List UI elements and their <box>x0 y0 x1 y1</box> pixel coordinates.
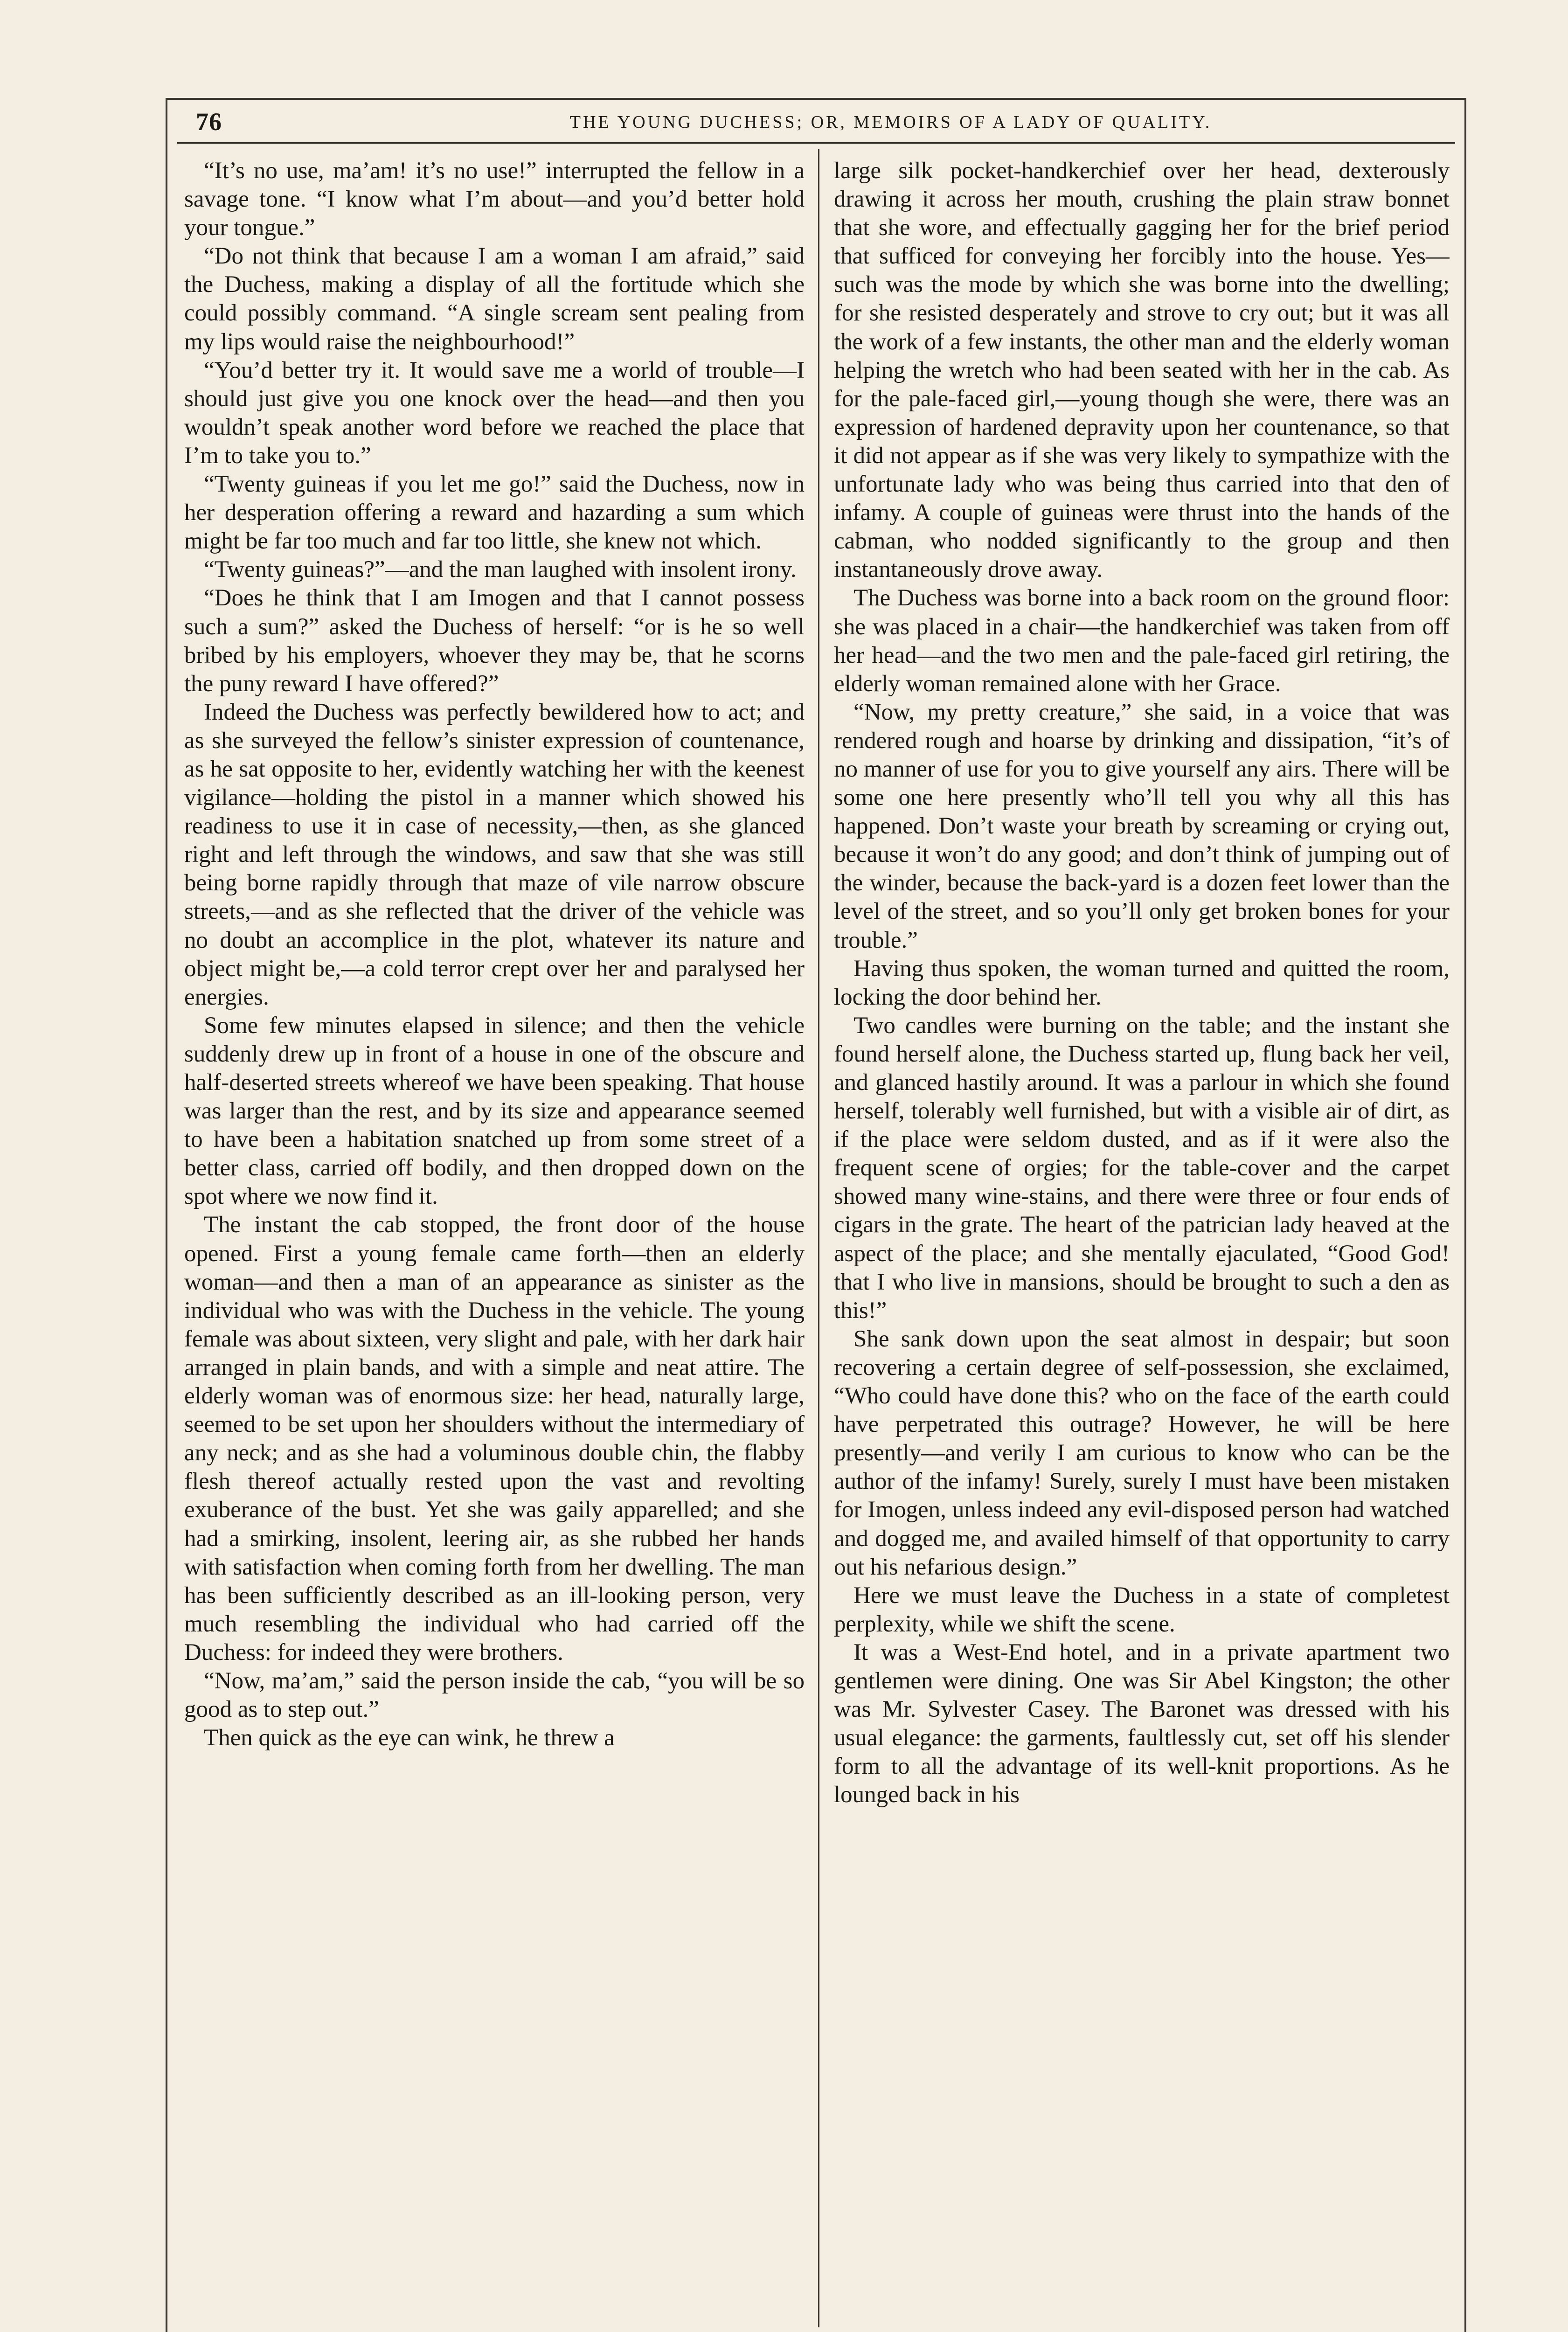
paragraph: Some few minutes elapsed in silence; and then the vehicle suddenly drew up in front of a house in one of the obscure and half-deserted streets whereof we have been speaking. That house was larger than the rest, and by its size and appearance seemed to have been a habitation snatched up from some street of a better class, carried off bodily, and then dropped down on the spot where we now find it. <box>184 1012 805 1210</box>
paragraph: “Twenty guineas if you let me go!” said the Duchess, now in her desperation offering a reward and hazarding a sum which might be far too much and far too little, she knew not which. <box>184 471 805 555</box>
running-title: THE YOUNG DUCHESS; OR, MEMOIRS OF A LADY OF QUALITY. <box>569 112 1212 132</box>
paragraph: The Duchess was borne into a back room on the ground floor: she was placed in a chair—the handkerchief was taken from off her head—and the two men and the pale-faced girl retiring, the elderly woman remained alone with her Grace. <box>834 585 1450 697</box>
paragraph: “You’d better try it. It would save me a world of trouble—I should just give you one knock over the head—and then you wouldn’t speak another word before we reached the place that I’m to take you to.” <box>184 357 805 469</box>
paragraph: large silk pocket-handkerchief over her head, dexterously drawing it across her mouth, crushing the plain straw bonnet that she wore, and effectually gagging her for the brief period that sufficed for conveying her forcibly into the house. Yes—such was the mode by which she was borne into the dwelling; for she resisted desperately and strove to cry out; but it was all the work of a few instants, the other man and the elderly woman helping the wretch who had been seated with her in the cab. As for the pale-faced girl,—young though she were, there was an expression of hardened depravity upon her countenance, so that it did not appear as if she was very likely to sympathize with the unfortunate lady who was being thus carried into that den of infamy. A couple of guineas were thrust into the hands of the cabman, who nodded significantly to the group and then instantaneously drove away. <box>834 158 1450 583</box>
header-rule <box>177 142 1455 144</box>
paragraph: Having thus spoken, the woman turned and quitted the room, locking the door behind her. <box>834 955 1450 1010</box>
left-text-column <box>184 157 805 2330</box>
paragraph: “Does he think that I am Imogen and that I cannot possess such a sum?” asked the Duchess of herself: “or is he so well bribed by his employers, whoever they may be, that he scorns the puny reward I have offered?” <box>184 585 805 697</box>
paragraph: Two candles were burning on the table; and the instant she found herself alone, the Duchess started up, flung back her veil, and glanced hastily around. It was a parlour in which she found herself, tolerably well furnished, but with a visible air of dirt, as if the place were seldom dusted, and as if it were also the frequent scene of orgies; for the table-cover and the carpet showed many wine-stains, and there were three or four ends of cigars in the grate. The heart of the patrician lady heaved at the aspect of the place; and she mentally ejaculated, “Good God! that I who live in mansions, should be brought to such a den as this!” <box>834 1012 1450 1324</box>
column-divider <box>818 149 819 2327</box>
right-border-rule <box>1464 98 1466 2332</box>
paragraph: Indeed the Duchess was perfectly bewildered how to act; and as she surveyed the fellow’s sinister expression of countenance, as he sat opposite to her, evidently watching her with the keenest vigilance—holding the pistol in a manner which showed his readiness to use it in case of necessity,—then, as she glanced right and left through the windows, and saw that she was still being borne rapidly through that maze of vile narrow obscure streets,—and as she reflected that the driver of the vehicle was no doubt an accomplice in the plot, whatever its nature and object might be,—a cold terror crept over her and paralysed her energies. <box>184 699 805 1010</box>
paragraph: Here we must leave the Duchess in a state of completest perplexity, while we shift the scene. <box>834 1582 1450 1637</box>
page-header <box>196 107 1446 140</box>
paragraph: Then quick as the eye can wink, he threw a <box>204 1725 615 1751</box>
paragraph: “Now, ma’am,” said the person inside the cab, “you will be so good as to step out.” <box>184 1667 805 1723</box>
page-number: 76 <box>196 108 222 136</box>
top-border-rule <box>166 98 1466 100</box>
paragraph: “Twenty guineas?”—and the man laughed with insolent irony. <box>204 556 797 583</box>
paragraph: She sank down upon the seat almost in despair; but soon recovering a certain degree of self-possession, she exclaimed, “Who could have done this? who on the face of the earth could have perpetrated this outrage? However, he will be here presently—and verily I am curious to know who can be the author of the infamy! Surely, surely I must have been mistaken for Imogen, unless indeed any evil-disposed person had watched and dogged me, and availed himself of that opportunity to carry out his nefarious design.” <box>834 1326 1450 1580</box>
left-border-rule <box>166 98 167 2332</box>
paragraph: The instant the cab stopped, the front door of the house opened. First a young female came forth—then an elderly woman—and then a man of an appearance as sinister as the individual who was with the Duchess in the vehicle. The young female was about sixteen, very slight and pale, with her dark hair arranged in plain bands, and with a simple and neat attire. The elderly woman was of enormous size: her head, naturally large, seemed to be set upon her shoulders without the intermediary of any neck; and as she had a voluminous double chin, the flabby flesh thereof actually rested upon the vast and revolting exuberance of the bust. Yet she was gaily apparelled; and she had a smirking, insolent, leering air, as she rubbed her hands with satisfaction when coming forth from her dwelling. The man has been sufficiently described as an ill-looking person, very much resembling the individual who had carried off the Duchess: for indeed they were brothers. <box>184 1212 805 1666</box>
right-text-column <box>834 157 1450 2330</box>
paragraph: “Do not think that because I am a woman I am afraid,” said the Duchess, making a display of all the fortitude which she could possibly command. “A single scream sent pealing from my lips would raise the neighbourhood!” <box>184 243 805 355</box>
paragraph: It was a West-End hotel, and in a private apartment two gentlemen were dining. One was Sir Abel Kingston; the other was Mr. Sylvester Casey. The Baronet was dressed with his usual elegance: the garments, faultlessly cut, set off his slender form to all the advantage of its well-knit proportions. As he lounged back in his <box>834 1639 1450 1808</box>
paragraph: “Now, my pretty creature,” she said, in a voice that was rendered rough and hoarse by drinking and dissipation, “it’s of no manner of use for you to give yourself any airs. There will be some one here presently who’ll tell you why all this has happened. Don’t waste your breath by screaming or crying out, because it won’t do any good; and don’t think of jumping out of the winder, because the back-yard is a dozen feet lower than the level of the street, and so you’ll only get broken bones for your trouble.” <box>834 699 1450 953</box>
paragraph: “It’s no use, ma’am! it’s no use!” interrupted the fellow in a savage tone. “I know what I’m about—and you’d better hold your tongue.” <box>184 158 805 241</box>
